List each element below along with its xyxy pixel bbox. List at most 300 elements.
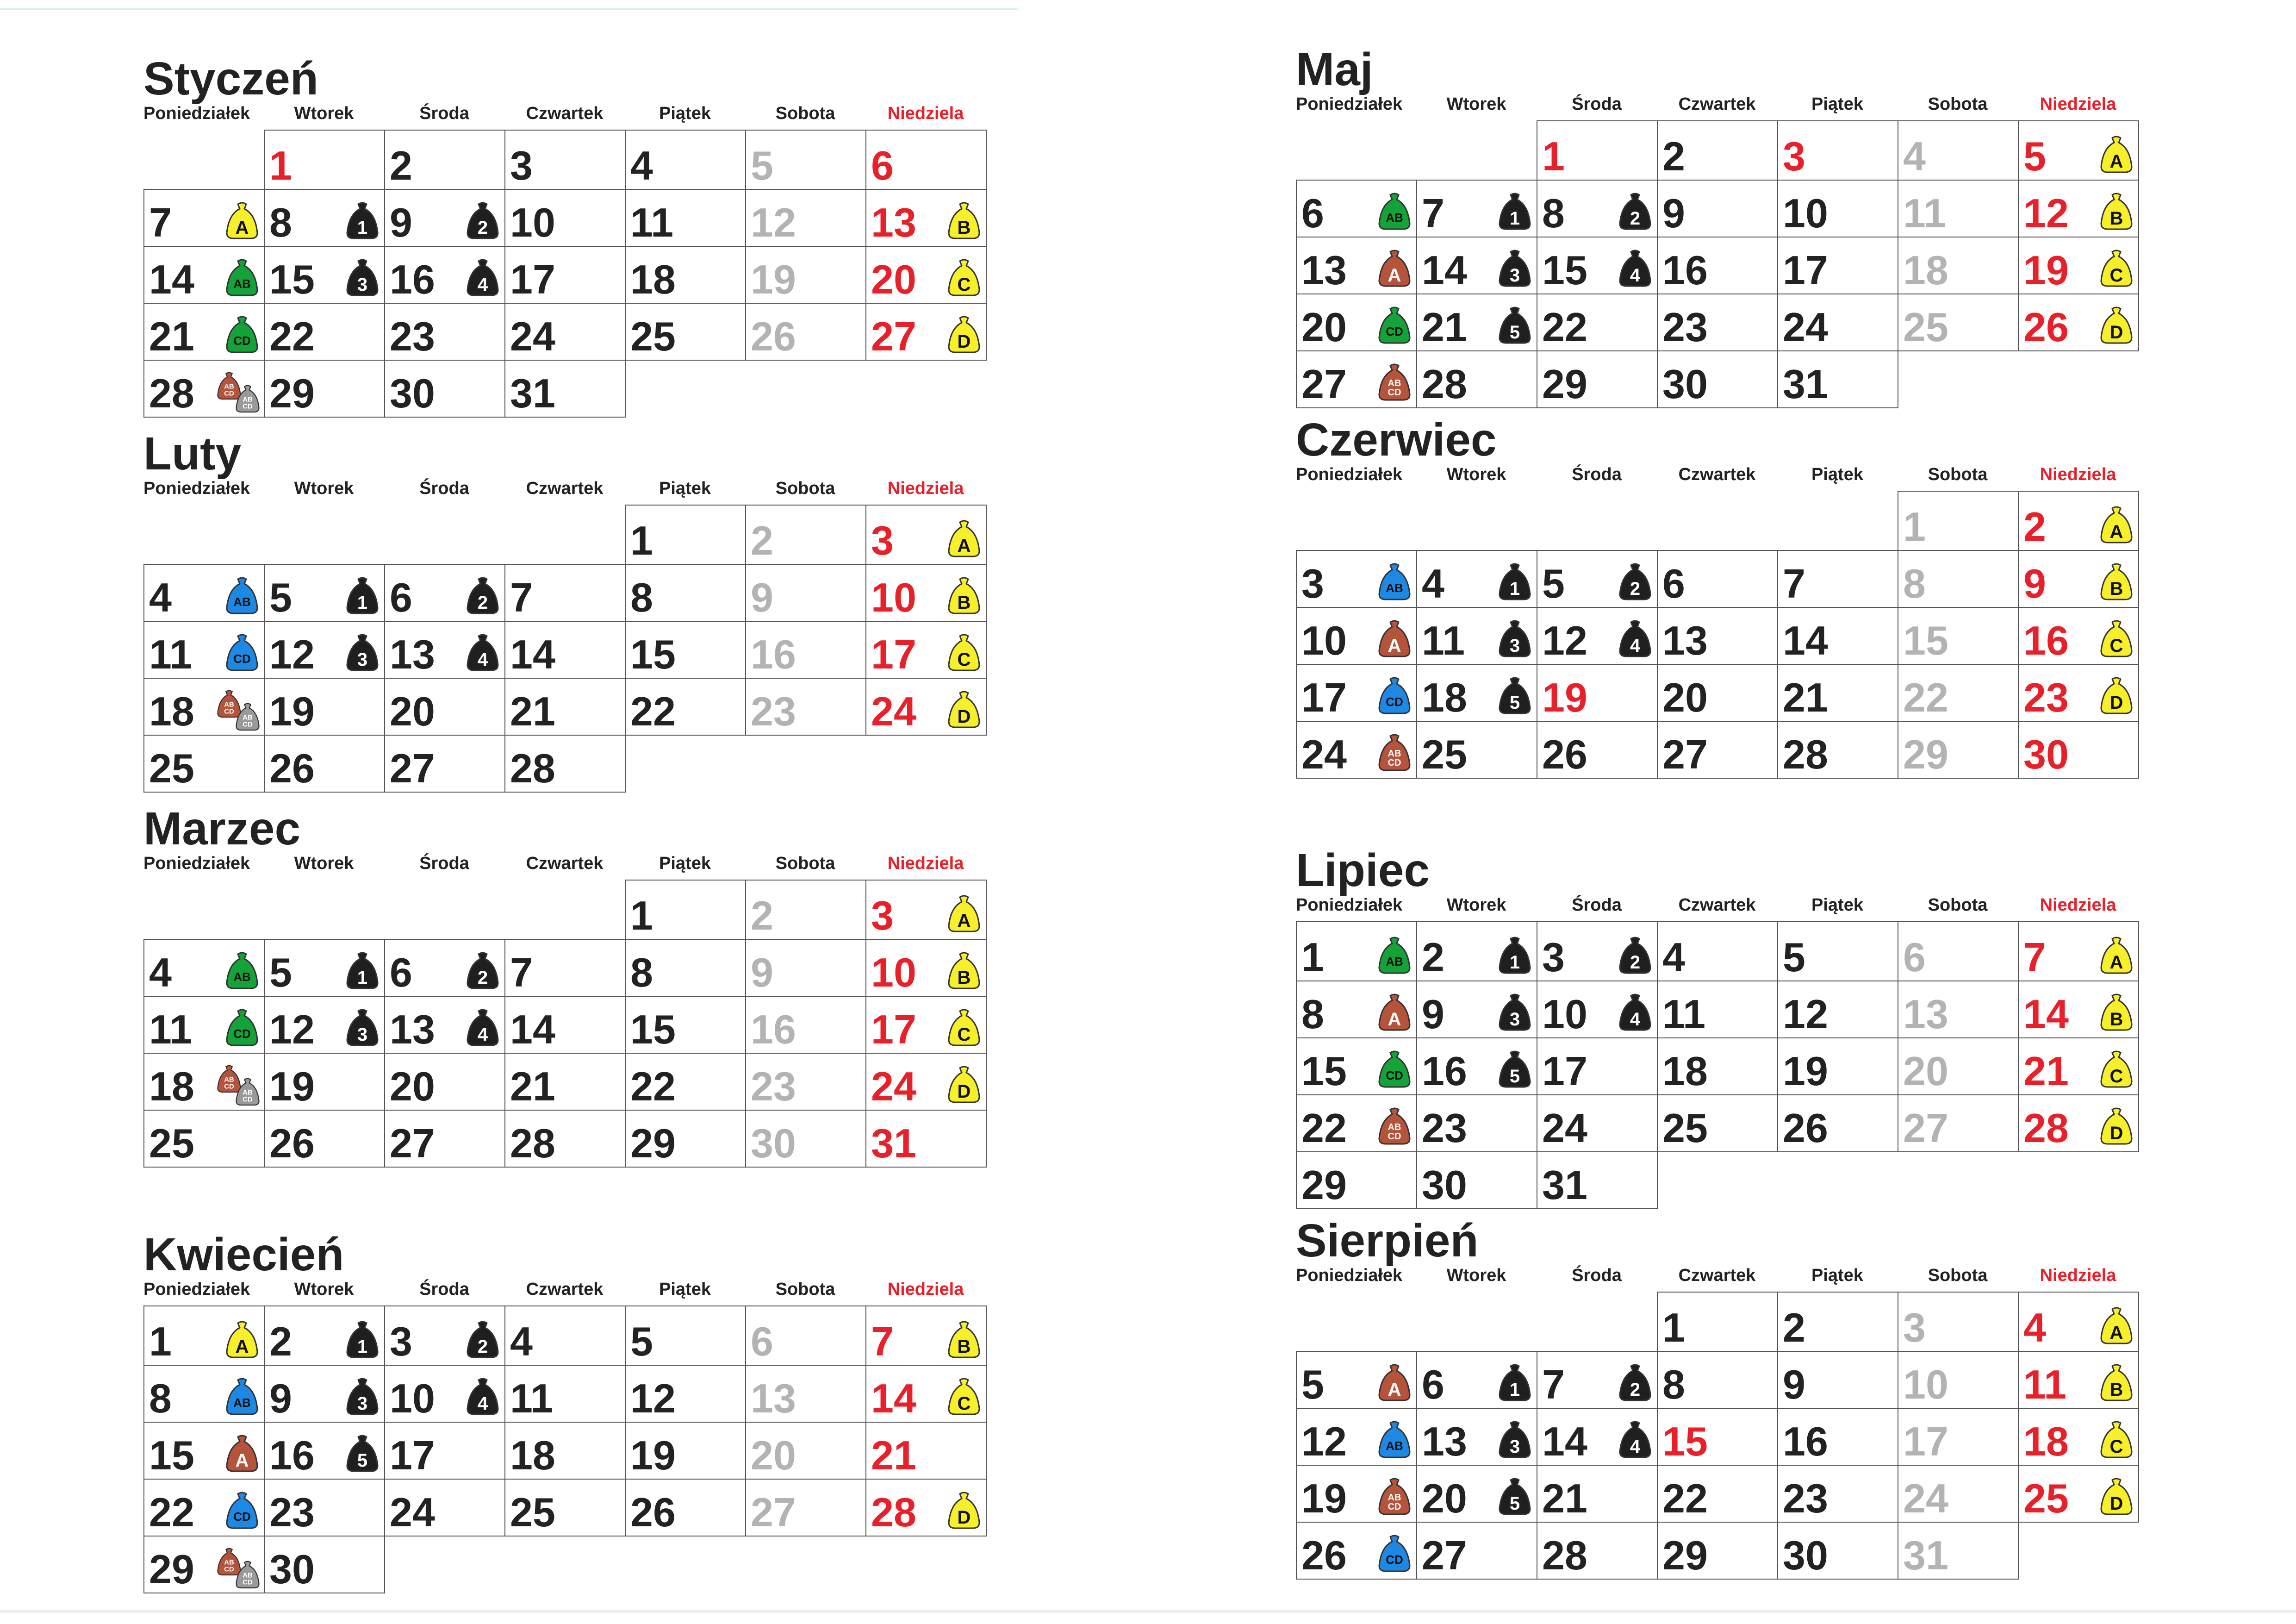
- day-number: 4: [1903, 133, 1926, 179]
- day-number: 27: [390, 745, 435, 791]
- day-cell: [264, 1305, 385, 1366]
- bag-icon: [1497, 675, 1533, 715]
- day-number: 6: [390, 949, 412, 995]
- day-cell: [1657, 981, 1778, 1038]
- day-cell: [143, 189, 265, 247]
- day-cell: [384, 246, 505, 304]
- day-cell: [1898, 1094, 2019, 1152]
- day-cell: [504, 189, 626, 247]
- day-cell: [1416, 721, 1537, 779]
- day-cell: [2018, 491, 2139, 551]
- weekday-header: Poniedziałek: [1296, 94, 1403, 114]
- bag-icon: [465, 1007, 501, 1047]
- bag-label: 1: [357, 593, 368, 613]
- day-number: 4: [149, 575, 172, 620]
- day-cell: [745, 303, 866, 361]
- bag-icon: [2098, 305, 2134, 345]
- bag-label: A: [235, 218, 249, 238]
- day-number: 15: [149, 1432, 194, 1478]
- weekday-header: Niedziela: [2040, 1266, 2116, 1285]
- day-cell: [264, 303, 385, 361]
- weekday-header: Środa: [419, 104, 469, 123]
- day-cell: [1657, 294, 1778, 351]
- day-number: 6: [1301, 190, 1324, 236]
- day-cell: [143, 1536, 265, 1593]
- weekday-header: Czwartek: [526, 1280, 604, 1299]
- day-cell: [625, 303, 746, 361]
- bag-icon: [1497, 248, 1533, 288]
- day-number: 23: [1783, 1475, 1828, 1521]
- bag-label: A: [1388, 636, 1401, 656]
- day-number: 28: [149, 370, 194, 416]
- day-number: 14: [510, 1006, 555, 1052]
- day-cell: [1416, 1151, 1537, 1209]
- day-number: 28: [2023, 1105, 2069, 1151]
- weekday-header: Środa: [1572, 1266, 1622, 1285]
- day-cell: [1657, 1351, 1778, 1409]
- bag-label: AB: [1386, 581, 1403, 595]
- day-cell: [1416, 294, 1537, 351]
- day-number: 2: [390, 143, 412, 188]
- weekday-header: Czwartek: [526, 104, 604, 123]
- bag-icon: [344, 1319, 380, 1359]
- bag-label: 2: [477, 1337, 488, 1357]
- bag-icon: [344, 1433, 380, 1473]
- bag-icon: [2098, 1362, 2134, 1402]
- day-number: 5: [630, 1318, 653, 1364]
- day-number: 19: [2023, 247, 2069, 293]
- day-number: 24: [871, 1063, 916, 1109]
- day-number: 23: [751, 1063, 796, 1109]
- day-number: 14: [1783, 618, 1828, 663]
- day-number: 5: [1783, 934, 1805, 980]
- day-number: 12: [751, 200, 796, 245]
- bag-icon: [465, 200, 501, 240]
- day-number: 8: [1542, 190, 1565, 236]
- day-number: 24: [390, 1489, 435, 1535]
- bag-label: C: [957, 650, 971, 670]
- day-cell: [1898, 1465, 2019, 1523]
- bag-icon: [946, 518, 982, 558]
- day-number: 16: [390, 256, 435, 302]
- day-cell: [1416, 981, 1537, 1038]
- day-number: 1: [1542, 133, 1565, 179]
- bag-label: C: [2109, 265, 2123, 286]
- day-cell: [745, 1305, 866, 1366]
- month-title: Sierpień: [1296, 1215, 1479, 1267]
- bag-icon: [2098, 1476, 2134, 1516]
- day-number: 10: [390, 1375, 435, 1421]
- day-cell: [1777, 1292, 1898, 1352]
- bag-icon: [224, 314, 260, 354]
- day-cell: [143, 564, 265, 622]
- day-number: 23: [1662, 304, 1708, 350]
- weekday-header: Wtorek: [294, 479, 354, 498]
- day-cell: [2018, 664, 2139, 722]
- bag-icon: [946, 1376, 982, 1416]
- day-number: 15: [1542, 247, 1587, 293]
- day-cell: [1416, 550, 1537, 608]
- day-number: 10: [1542, 991, 1587, 1037]
- day-cell: [1296, 921, 1417, 981]
- day-number: 30: [751, 1120, 796, 1166]
- day-cell: [384, 1053, 505, 1111]
- day-number: 30: [1662, 361, 1708, 407]
- bag-label: 5: [1509, 1066, 1520, 1087]
- day-number: 24: [871, 688, 916, 734]
- day-number: 6: [751, 1318, 773, 1364]
- day-number: 8: [1301, 991, 1324, 1037]
- bag-label: AB CD: [224, 701, 234, 716]
- bag-icon: [946, 1064, 982, 1104]
- day-number: 29: [1662, 1532, 1708, 1578]
- bag-label: 3: [357, 275, 368, 295]
- day-cell: [865, 939, 987, 997]
- day-number: 25: [510, 1489, 555, 1535]
- day-number: 19: [269, 1063, 315, 1109]
- weekday-header: Niedziela: [887, 854, 964, 873]
- day-cell: [384, 1365, 505, 1423]
- bag-label: AB: [1386, 211, 1403, 225]
- day-number: 20: [1662, 675, 1708, 720]
- bag-label: B: [2109, 579, 2123, 599]
- bag-icon: [1376, 992, 1412, 1032]
- day-number: 1: [269, 143, 292, 188]
- day-cell: [2018, 721, 2139, 779]
- bag-icon: [1497, 1419, 1533, 1459]
- day-number: 27: [871, 313, 916, 359]
- day-number: 10: [1903, 1362, 1948, 1407]
- day-number: 22: [1903, 675, 1948, 720]
- day-cell: [1296, 1037, 1417, 1095]
- day-cell: [1416, 1351, 1537, 1409]
- day-cell: [1416, 1094, 1537, 1152]
- day-number: 28: [510, 745, 555, 791]
- day-number: 5: [269, 575, 292, 620]
- day-cell: [865, 1479, 987, 1537]
- bag-icon: [224, 200, 260, 240]
- bag-label: C: [2109, 636, 2123, 656]
- day-number: 4: [1662, 934, 1685, 980]
- day-cell: [1777, 1094, 1898, 1152]
- bag-label: 3: [357, 1024, 368, 1045]
- day-number: 13: [390, 631, 435, 677]
- day-cell: [865, 189, 987, 247]
- bag-icon: [234, 701, 261, 732]
- day-number: 11: [1662, 991, 1706, 1037]
- day-cell: [1657, 1094, 1778, 1152]
- day-cell: [2018, 550, 2139, 608]
- bag-icon: [1497, 1362, 1533, 1402]
- day-number: 22: [149, 1489, 194, 1535]
- day-cell: [384, 1110, 505, 1168]
- day-cell: [1296, 1408, 1417, 1466]
- day-cell: [1296, 981, 1417, 1038]
- day-cell: [1898, 237, 2019, 294]
- month-title: Styczeń: [143, 53, 318, 105]
- day-number: 17: [871, 1006, 916, 1052]
- day-number: 7: [871, 1318, 894, 1364]
- day-number: 11: [149, 631, 193, 677]
- day-number: 18: [1903, 247, 1948, 293]
- day-number: 7: [1422, 190, 1444, 236]
- day-number: 21: [1783, 675, 1828, 720]
- day-cell: [865, 130, 987, 190]
- day-cell: [1657, 550, 1778, 608]
- day-cell: [625, 1365, 746, 1423]
- day-number: 19: [269, 688, 315, 734]
- weekday-header: Środa: [419, 479, 469, 498]
- weekday-header: Poniedziałek: [1296, 1266, 1403, 1285]
- bag-icon: [344, 1007, 380, 1047]
- day-cell: [745, 189, 866, 247]
- day-number: 5: [751, 143, 773, 188]
- day-cell: [143, 939, 265, 997]
- bag-label: 4: [477, 650, 488, 670]
- day-cell: [1898, 1037, 2019, 1095]
- day-cell: [1898, 294, 2019, 351]
- day-number: 14: [871, 1375, 916, 1421]
- day-cell: [745, 1110, 866, 1168]
- bag-icon: [946, 1319, 982, 1359]
- day-cell: [384, 735, 505, 793]
- bag-icon: [1376, 1476, 1412, 1516]
- bag-label: 4: [477, 1024, 488, 1045]
- day-cell: [1296, 607, 1417, 665]
- day-cell: [1416, 1465, 1537, 1523]
- day-cell: [2018, 1094, 2139, 1152]
- day-number: 13: [751, 1375, 796, 1421]
- day-number: 9: [1783, 1362, 1805, 1407]
- day-cell: [264, 678, 385, 736]
- bag-label: AB CD: [224, 1076, 234, 1091]
- day-number: 23: [2023, 675, 2069, 720]
- day-number: 6: [1662, 561, 1685, 606]
- day-number: 7: [1783, 561, 1805, 606]
- weekday-header: Środa: [419, 1280, 469, 1299]
- bag-icon: [1376, 1533, 1412, 1573]
- day-cell: [2018, 180, 2139, 237]
- day-number: 30: [390, 370, 435, 416]
- day-number: 11: [630, 200, 674, 245]
- day-cell: [1537, 237, 1658, 294]
- day-number: 13: [1662, 618, 1708, 663]
- day-number: 26: [1542, 731, 1587, 777]
- day-cell: [504, 996, 626, 1054]
- day-cell: [1296, 294, 1417, 351]
- day-number: 2: [269, 1318, 292, 1364]
- day-cell: [745, 505, 866, 565]
- day-cell: [2018, 921, 2139, 981]
- day-cell: [625, 1110, 746, 1168]
- day-cell: [745, 939, 866, 997]
- day-number: 27: [1662, 731, 1708, 777]
- bag-label: AB CD: [1388, 1493, 1401, 1512]
- bag-label: 1: [357, 218, 368, 238]
- day-number: 31: [1542, 1162, 1587, 1208]
- day-cell: [2018, 237, 2139, 294]
- weekday-header: Sobota: [775, 854, 835, 873]
- day-cell: [143, 360, 265, 418]
- bag-icon: [1497, 618, 1533, 658]
- bag-icon: [465, 632, 501, 672]
- bag-icon: [234, 383, 261, 414]
- bag-label: 3: [1509, 636, 1520, 656]
- weekday-header: Sobota: [775, 1280, 835, 1299]
- day-cell: [1537, 180, 1658, 237]
- weekday-header: Sobota: [775, 479, 835, 498]
- day-number: 6: [390, 575, 412, 620]
- weekday-header: Czwartek: [526, 854, 604, 873]
- bag-label: C: [2109, 1066, 2123, 1087]
- day-number: 15: [630, 631, 676, 677]
- day-cell: [2018, 1408, 2139, 1466]
- day-number: 27: [751, 1489, 796, 1535]
- weekday-header: Czwartek: [526, 479, 604, 498]
- day-cell: [745, 1053, 866, 1111]
- bag-label: B: [957, 1337, 971, 1357]
- bag-label: D: [957, 1081, 971, 1102]
- bag-icon: [344, 1376, 380, 1416]
- day-number: 15: [269, 256, 315, 302]
- day-cell: [1777, 921, 1898, 981]
- day-number: 21: [510, 688, 555, 734]
- day-number: 27: [1301, 361, 1347, 407]
- day-number: 29: [1903, 731, 1948, 777]
- day-cell: [143, 1305, 265, 1366]
- day-number: 3: [1542, 934, 1565, 980]
- day-cell: [1296, 721, 1417, 779]
- day-number: 30: [2023, 731, 2069, 777]
- bag-icon: [2098, 992, 2134, 1032]
- weekday-header: Środa: [419, 854, 469, 873]
- weekday-header: Wtorek: [1446, 1266, 1506, 1285]
- bag-label: CD: [233, 334, 251, 348]
- bag-icon: [1617, 562, 1653, 601]
- day-cell: [1657, 180, 1778, 237]
- day-cell: [1898, 180, 2019, 237]
- day-cell: [625, 621, 746, 679]
- day-number: 2: [1422, 934, 1444, 980]
- day-cell: [384, 621, 505, 679]
- bag-label: AB: [233, 277, 251, 291]
- weekday-header: Piątek: [659, 1280, 711, 1299]
- day-number: 13: [871, 200, 916, 245]
- day-number: 27: [1422, 1532, 1467, 1578]
- day-cell: [1416, 1408, 1537, 1466]
- bag-label: AB CD: [243, 396, 253, 411]
- day-number: 4: [630, 143, 653, 188]
- bag-icon: [1617, 935, 1653, 975]
- day-cell: [143, 1479, 265, 1537]
- day-number: 5: [1301, 1362, 1324, 1407]
- weekday-header: Wtorek: [1446, 895, 1506, 915]
- bag-label: A: [235, 1337, 249, 1357]
- weekday-header: Sobota: [1928, 895, 1988, 915]
- day-cell: [143, 1053, 265, 1111]
- day-number: 13: [390, 1006, 435, 1052]
- bag-label: C: [957, 275, 971, 295]
- day-number: 11: [149, 1006, 193, 1052]
- bag-label: AB CD: [224, 1559, 234, 1574]
- day-cell: [625, 1053, 746, 1111]
- day-number: 31: [510, 370, 555, 416]
- day-number: 24: [1301, 731, 1347, 777]
- bag-label: CD: [1386, 695, 1403, 709]
- day-number: 6: [1422, 1362, 1444, 1407]
- weekday-header: Piątek: [1811, 895, 1863, 915]
- bag-icon: [344, 575, 380, 615]
- bag-label: B: [957, 218, 971, 238]
- bag-icon: [2098, 1419, 2134, 1459]
- bag-icon: [1497, 935, 1533, 975]
- day-cell: [1898, 1522, 2019, 1580]
- day-cell: [504, 564, 626, 622]
- bag-label: D: [2109, 322, 2123, 343]
- day-cell: [1537, 1151, 1658, 1209]
- weekday-header: Poniedziałek: [143, 854, 250, 873]
- day-cell: [384, 1422, 505, 1480]
- day-number: 12: [1542, 618, 1587, 663]
- bag-icon: [234, 1559, 261, 1590]
- day-number: 10: [871, 575, 916, 620]
- bag-label: 4: [1630, 636, 1641, 656]
- day-cell: [1537, 1351, 1658, 1409]
- day-cell: [865, 1053, 987, 1111]
- day-cell: [865, 564, 987, 622]
- bag-label: 4: [1630, 265, 1641, 286]
- day-cell: [504, 1053, 626, 1111]
- day-number: 2: [1783, 1305, 1805, 1350]
- weekday-header: Środa: [1572, 465, 1622, 484]
- day-number: 23: [751, 688, 796, 734]
- bag-icon: [224, 632, 260, 672]
- day-cell: [1537, 1522, 1658, 1580]
- day-cell: [2018, 981, 2139, 1038]
- day-number: 8: [149, 1375, 172, 1421]
- day-cell: [2018, 607, 2139, 665]
- day-number: 18: [630, 256, 676, 302]
- day-cell: [1537, 721, 1658, 779]
- bag-label: A: [957, 911, 971, 931]
- bag-icon: [1497, 562, 1533, 601]
- month-title: Czerwiec: [1296, 414, 1497, 466]
- bag-label: B: [957, 968, 971, 988]
- day-number: 20: [390, 1063, 435, 1109]
- bag-label: AB CD: [1388, 1122, 1401, 1142]
- day-number: 7: [510, 949, 533, 995]
- day-number: 29: [149, 1546, 194, 1592]
- bag-icon: [1497, 1476, 1533, 1516]
- bag-icon: [946, 632, 982, 672]
- day-number: 16: [1783, 1418, 1828, 1464]
- month-title: Lipiec: [1296, 844, 1430, 896]
- month-title: Kwiecień: [143, 1229, 344, 1280]
- day-cell: [1296, 237, 1417, 294]
- weekday-header: Poniedziałek: [1296, 465, 1403, 484]
- weekday-header: Wtorek: [1446, 94, 1506, 114]
- day-number: 5: [2023, 133, 2046, 179]
- bag-label: A: [2109, 1323, 2123, 1343]
- day-number: 15: [1301, 1048, 1347, 1094]
- day-number: 28: [510, 1120, 555, 1166]
- day-cell: [2018, 1351, 2139, 1409]
- day-number: 2: [751, 518, 773, 563]
- bag-label: 4: [1630, 1437, 1641, 1457]
- day-cell: [865, 880, 987, 940]
- day-cell: [504, 360, 626, 418]
- day-cell: [1657, 1292, 1778, 1352]
